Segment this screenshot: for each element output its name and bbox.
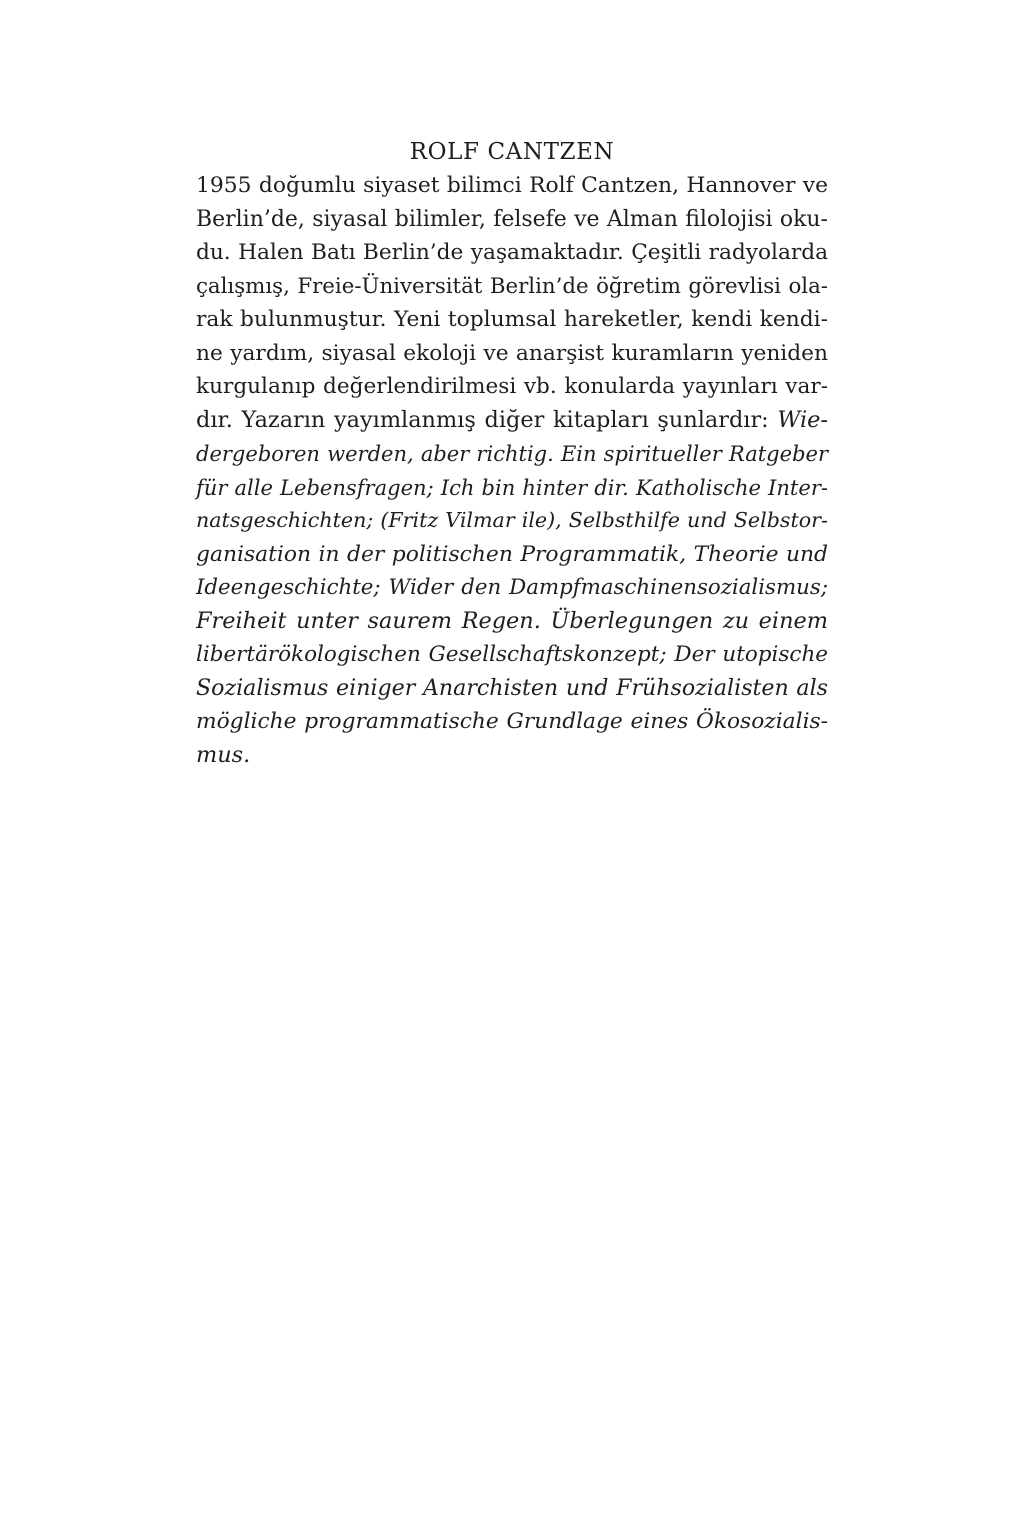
bio-text: du. Halen Batı Berlin’de yaşamaktadır. Çeşitli radyolarda bbox=[196, 240, 828, 265]
bio-text-italic: Sozialismus einiger Anarchisten und Frühsozialisten als bbox=[196, 674, 828, 701]
bio-line bbox=[196, 739, 828, 773]
bio-line bbox=[196, 672, 828, 706]
bio-text-italic: mögliche programmatische Grundlage eines Ökosozialis- bbox=[196, 709, 828, 734]
bio-text-italic: Ideengeschichte; Wider den Dampfmaschinensozialismus; bbox=[196, 575, 828, 600]
bio-text: dır. Yazarın yayımlanmış diğer kitapları şunlardır: bbox=[196, 406, 778, 433]
bio-line bbox=[196, 504, 828, 538]
bio-text-italic: dergeboren werden, aber richtig. Ein spiritueller Ratgeber bbox=[196, 441, 828, 466]
bio-text: çalışmış, Freie-Üniversität Berlin’de öğretim görevlisi ola- bbox=[196, 273, 828, 299]
bio-text-italic: natsgeschichten; (Fritz Vilmar ile), Selbsthilfe und Selbstor- bbox=[196, 508, 828, 532]
bio-line bbox=[196, 705, 828, 739]
author-bio-block bbox=[196, 136, 828, 772]
bio-line bbox=[196, 169, 828, 203]
bio-line bbox=[196, 404, 828, 438]
bio-line bbox=[196, 538, 828, 572]
bio-text-italic: Freiheit unter saurem Regen. Überlegungen zu einem bbox=[196, 607, 828, 634]
bio-text: kurgulanıp değerlendirilmesi vb. konularda yayınları var- bbox=[196, 374, 828, 399]
bio-text: ne yardım, siyasal ekoloji ve anarşist kuramların yeniden bbox=[196, 340, 828, 366]
bio-text-italic: mus. bbox=[196, 741, 251, 768]
bio-line bbox=[196, 203, 828, 237]
author-heading: ROLF CANTZEN bbox=[409, 139, 615, 165]
bio-text-italic: libertärökologischen Gesellschaftskonzept; Der utopische bbox=[196, 642, 828, 667]
bio-line bbox=[196, 638, 828, 672]
bio-line bbox=[196, 303, 828, 337]
bio-line bbox=[196, 471, 828, 505]
bio-text-italic: Wie- bbox=[777, 406, 828, 433]
bio-text-italic: ganisation in der politischen Programmatik, Theorie und bbox=[196, 541, 828, 567]
bio-text-italic: für alle Lebensfragen; Ich bin hinter dir. Katholische Inter- bbox=[196, 474, 828, 500]
bio-text: rak bulunmuştur. Yeni toplumsal hareketler, kendi kendi- bbox=[196, 307, 828, 332]
bio-line bbox=[196, 236, 828, 270]
bio-text: Berlin’de, siyasal bilimler, felsefe ve Alman filolojisi oku- bbox=[196, 206, 828, 232]
bio-line bbox=[196, 437, 828, 471]
bio-line bbox=[196, 571, 828, 605]
bio-line bbox=[196, 270, 828, 304]
author-bio-text bbox=[196, 169, 828, 772]
bio-line bbox=[196, 370, 828, 404]
bio-text: 1955 doğumlu siyaset bilimci Rolf Cantzen, Hannover ve bbox=[196, 173, 828, 198]
bio-line bbox=[196, 605, 828, 639]
bio-line bbox=[196, 337, 828, 371]
